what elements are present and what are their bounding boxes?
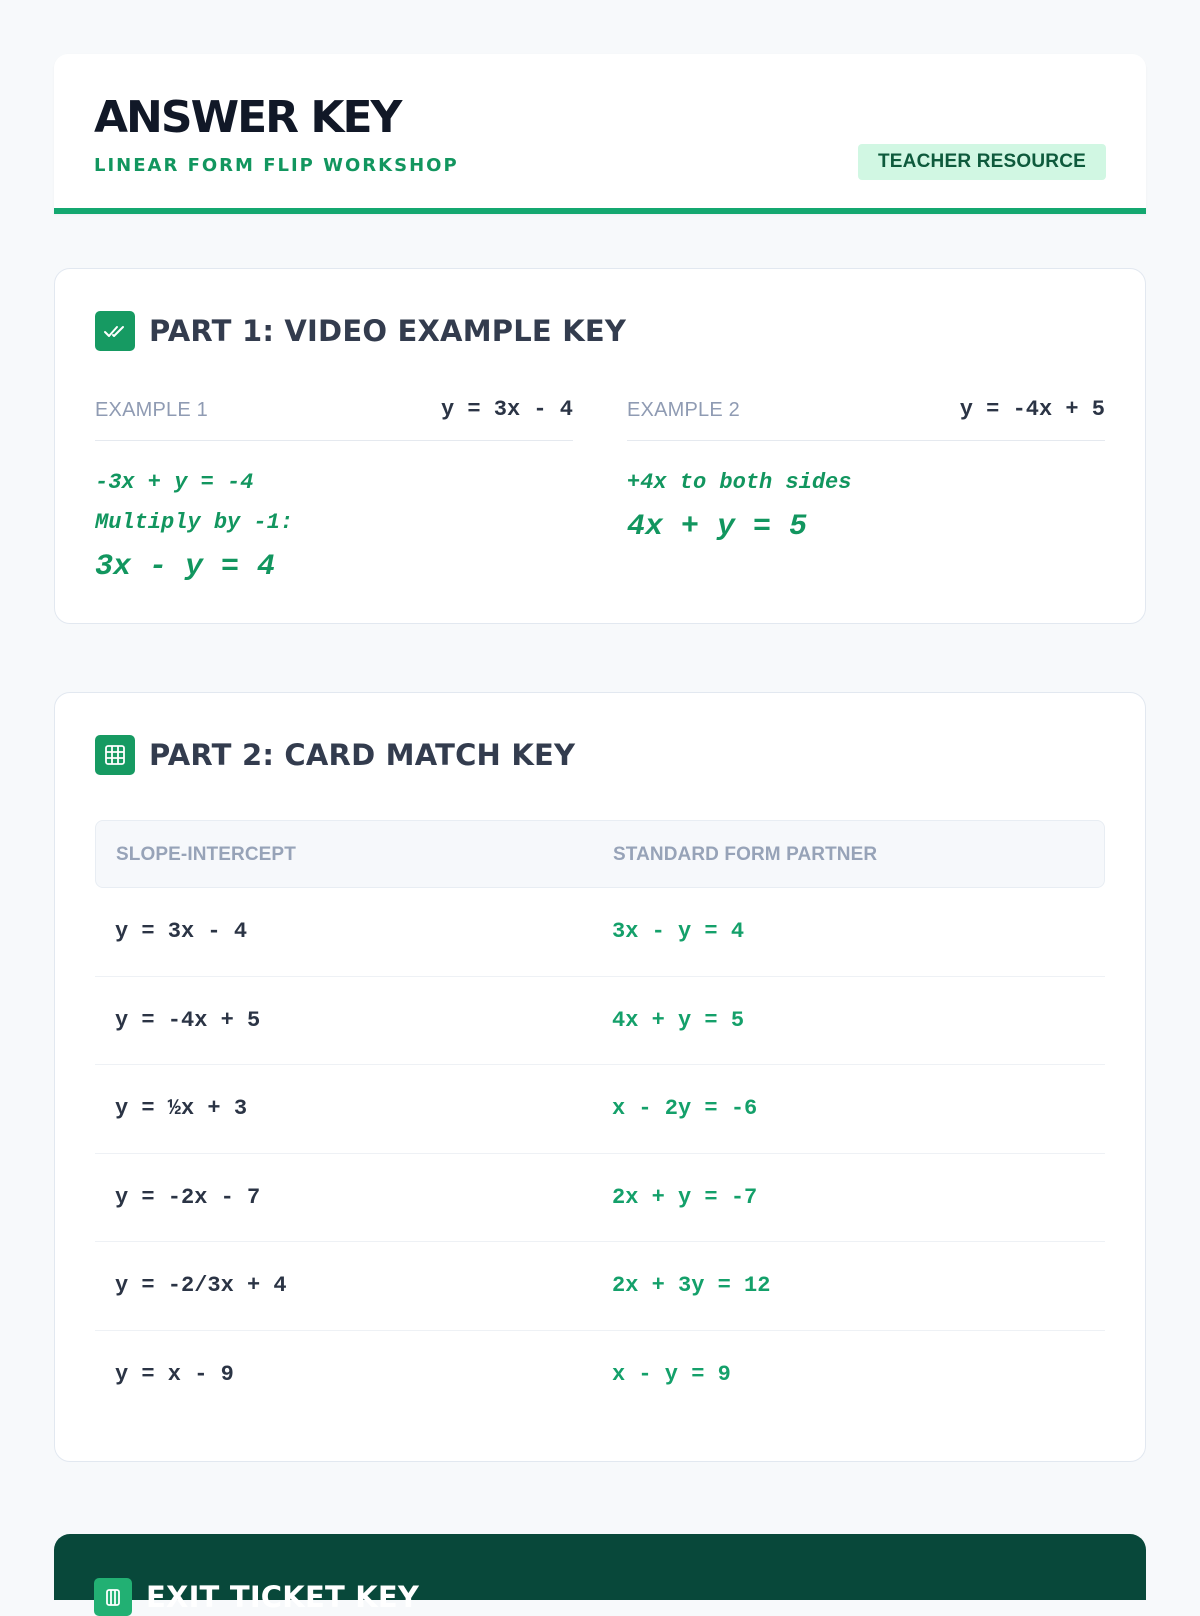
part2-header (95, 735, 575, 775)
example-final-answer: 3x - y = 4 (95, 550, 276, 584)
header-card (54, 54, 1146, 214)
example-header (95, 397, 573, 441)
exit-ticket-header (94, 1578, 419, 1616)
standard-form-cell: 2x + y = -7 (612, 1184, 758, 1210)
page-subtitle: LINEAR FORM FLIP WORKSHOP (94, 155, 459, 176)
example-step: Multiply by -1: (95, 510, 294, 535)
part2-title: PART 2: CARD MATCH KEY (149, 738, 576, 772)
example-header (627, 397, 1105, 441)
slope-intercept-cell: y = -4x + 5 (115, 1007, 261, 1033)
example-step: +4x to both sides (627, 470, 852, 495)
example-step: -3x + y = -4 (95, 470, 254, 495)
example-equation: y = 3x - 4 (440, 397, 573, 422)
table-row (95, 888, 1105, 977)
slope-intercept-cell: y = 3x - 4 (115, 919, 248, 944)
example-label: EXAMPLE 1 (95, 399, 208, 421)
example-equation: y = -4x + 5 (959, 397, 1105, 422)
standard-form-cell: x - y = 9 (612, 1361, 731, 1387)
part1-card (54, 268, 1146, 624)
ticket-icon (94, 1578, 132, 1616)
part1-header (95, 311, 626, 351)
slope-intercept-cell: y = -2/3x + 4 (115, 1273, 287, 1298)
column-header-standard-form: STANDARD FORM PARTNER (613, 844, 878, 865)
table-header (95, 820, 1105, 888)
table-row (95, 977, 1105, 1066)
table-row (95, 1065, 1105, 1154)
exit-ticket-title: EXIT TICKET KEY (146, 1580, 420, 1614)
standard-form-cell: 3x - y = 4 (612, 919, 745, 944)
card-match-table (95, 820, 1105, 1419)
table-row (95, 1331, 1105, 1420)
standard-form-cell: 4x + y = 5 (612, 1007, 745, 1033)
standard-form-cell: 2x + 3y = 12 (612, 1273, 771, 1298)
table-row (95, 1154, 1105, 1243)
example-final-answer: 4x + y = 5 (627, 510, 808, 544)
example-1 (95, 397, 573, 591)
page-title: ANSWER KEY (94, 92, 401, 143)
part2-card (54, 692, 1146, 1462)
table-grid-icon (95, 735, 135, 775)
slope-intercept-cell: y = ½x + 3 (115, 1096, 248, 1121)
exit-ticket-card (54, 1534, 1146, 1614)
part1-title: PART 1: VIDEO EXAMPLE KEY (149, 314, 627, 348)
example-2 (627, 397, 1105, 551)
column-header-slope-intercept: SLOPE-INTERCEPT (116, 844, 296, 865)
example-steps (95, 463, 573, 591)
check-double-icon (95, 311, 135, 351)
standard-form-cell: x - 2y = -6 (612, 1096, 758, 1121)
example-steps (627, 463, 1105, 551)
slope-intercept-cell: y = x - 9 (115, 1361, 234, 1387)
example-label: EXAMPLE 2 (627, 399, 740, 421)
table-row (95, 1242, 1105, 1331)
slope-intercept-cell: y = -2x - 7 (115, 1184, 261, 1210)
teacher-resource-badge: TEACHER RESOURCE (858, 144, 1106, 180)
